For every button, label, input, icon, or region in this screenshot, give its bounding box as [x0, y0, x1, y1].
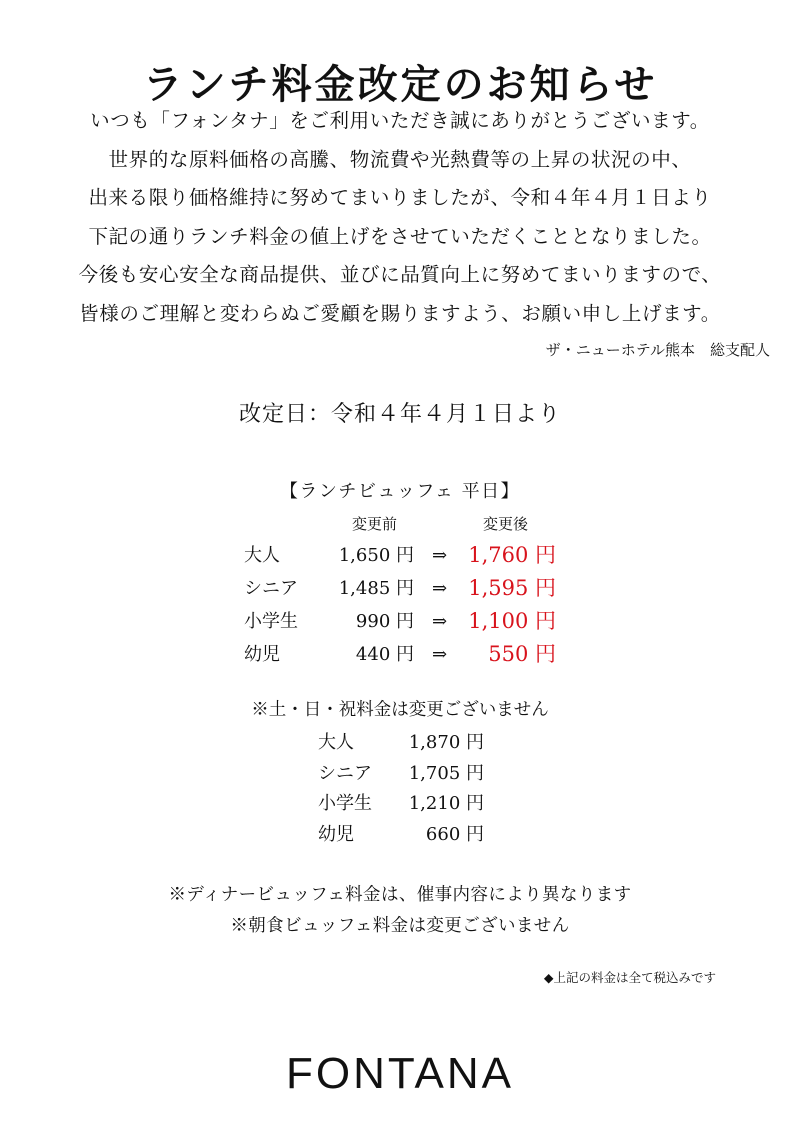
signature: ザ・ニューホテル熊本 総支配人 [545, 341, 770, 359]
weekend-row-label: 大人 [318, 732, 354, 753]
old-price: 440 円 [355, 644, 414, 665]
fontana-logo: FONTANA [286, 1049, 514, 1098]
weekend-row-label: 幼児 [318, 823, 354, 845]
arrow-icon: ⇒ [432, 545, 448, 566]
intro-line: 世界的な原料価格の高騰、物流費や光熱費等の上昇の状況の中、 [108, 147, 692, 171]
intro-line: 皆様のご理解と変わらぬご愛顧を賜りますよう、お願い申し上げます。 [79, 301, 721, 325]
breakfast-note: ※朝食ビュッフェ料金は変更ございません [230, 916, 570, 936]
footnotes [0, 880, 800, 942]
old-price: 990 円 [355, 611, 414, 632]
intro-message [0, 102, 800, 334]
intro-line: 今後も安心安全な商品提供、並びに品質向上に努めてまいりますので、 [78, 263, 722, 287]
weekend-note: ※土・日・祝料金は変更ございません [251, 700, 549, 720]
column-header-after: 変更後 [483, 515, 529, 533]
new-price: 1,100 円 [468, 609, 556, 633]
weekend-price: 1,705 円 [408, 762, 484, 784]
price-row [0, 638, 800, 671]
weekday-price-table [0, 539, 800, 671]
weekend-row-label: 小学生 [318, 793, 372, 814]
old-price: 1,650 円 [338, 545, 414, 566]
tax-note: ◆上記の料金は全て税込みです [543, 970, 716, 985]
weekend-row [0, 789, 800, 820]
weekend-row [0, 820, 800, 851]
arrow-icon: ⇒ [432, 644, 448, 665]
weekend-row [0, 728, 800, 759]
price-row-label: 大人 [244, 545, 280, 566]
arrow-icon: ⇒ [432, 578, 448, 599]
page-title: ランチ料金改定のお知らせ [142, 60, 658, 108]
new-price: 550 円 [488, 642, 556, 666]
price-row-label: シニア [244, 578, 298, 599]
intro-line: 出来る限り価格維持に努めてまいりましたが、令和４年４月１日より [88, 186, 712, 210]
weekend-row [0, 759, 800, 790]
intro-line: 下記の通りランチ料金の値上げをさせていただくこととなりました。 [88, 224, 712, 248]
dinner-note: ※ディナービュッフェ料金は、催事内容により異なります [168, 885, 632, 905]
column-header-before: 変更前 [352, 515, 398, 533]
price-row-label: 幼児 [244, 644, 280, 665]
weekend-price: 1,210 円 [408, 793, 484, 814]
price-row [0, 605, 800, 638]
price-row [0, 539, 800, 572]
weekend-price: 1,870 円 [408, 732, 484, 753]
weekend-price-table [0, 728, 800, 850]
change-date: 改定日：令和４年４月１日より [238, 402, 561, 427]
weekend-price: 660 円 [425, 823, 484, 845]
weekend-row-label: シニア [318, 762, 372, 784]
new-price: 1,760 円 [468, 543, 556, 567]
intro-line: いつも「フォンタナ」をご利用いただき誠にありがとうございます。 [90, 109, 710, 132]
lunch-section-title: 【ランチビュッフェ 平日】 [279, 481, 521, 502]
new-price: 1,595 円 [468, 576, 556, 600]
arrow-icon: ⇒ [432, 611, 448, 632]
price-row-label: 小学生 [244, 611, 298, 632]
old-price: 1,485 円 [338, 578, 414, 599]
price-row [0, 572, 800, 605]
